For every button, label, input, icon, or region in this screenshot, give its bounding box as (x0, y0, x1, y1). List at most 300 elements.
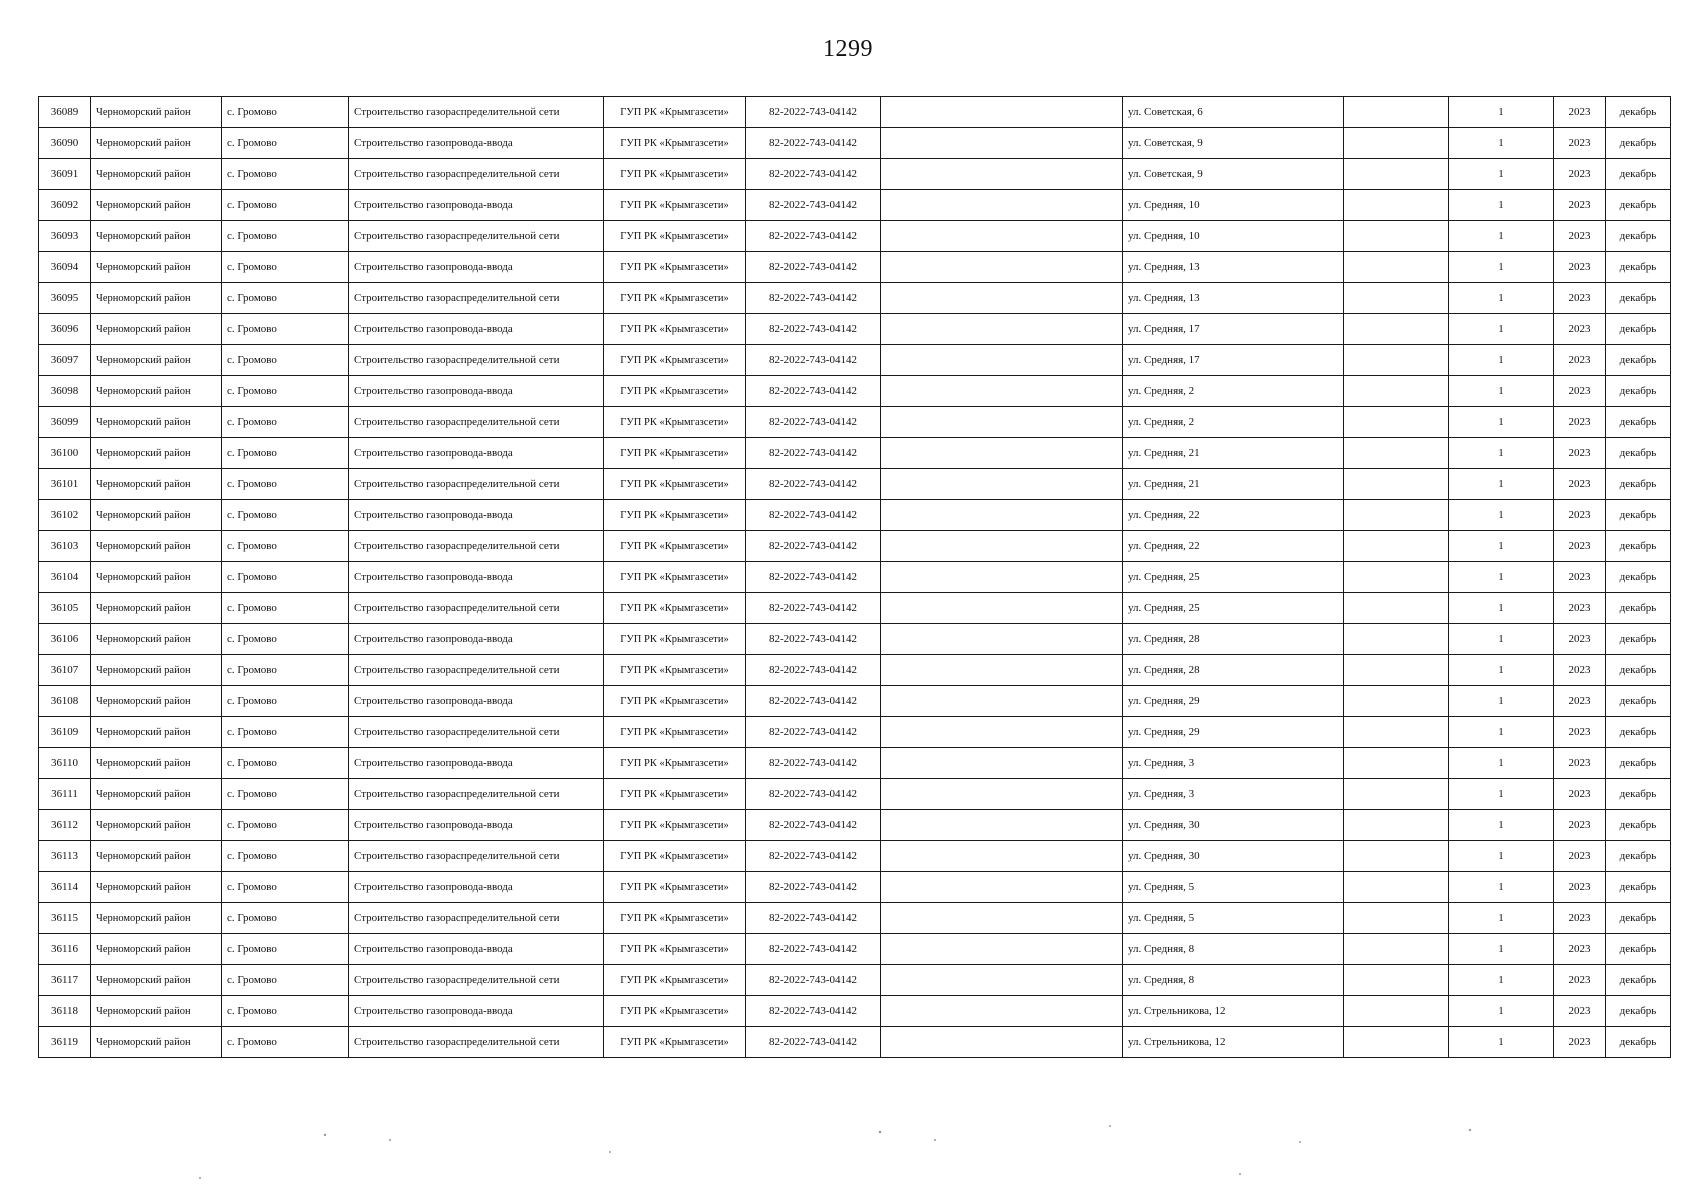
cell-locality: с. Громово (222, 438, 349, 469)
cell-organization: ГУП РК «Крымгазсети» (604, 593, 746, 624)
cell-address: ул. Стрельникова, 12 (1123, 996, 1344, 1027)
cell-empty (881, 376, 1123, 407)
cell-locality: с. Громово (222, 624, 349, 655)
cell-district: Черноморский район (91, 748, 222, 779)
cell-month: декабрь (1606, 593, 1671, 624)
cell-quantity: 1 (1449, 190, 1554, 221)
cell-work-type: Строительство газопровода-ввода (349, 252, 604, 283)
cell-empty (1344, 128, 1449, 159)
cell-quantity: 1 (1449, 562, 1554, 593)
cell-empty (881, 221, 1123, 252)
cell-registry-number: 82-2022-743-04142 (746, 376, 881, 407)
cell-district: Черноморский район (91, 407, 222, 438)
page-number: 1299 (823, 36, 873, 62)
cell-quantity: 1 (1449, 810, 1554, 841)
cell-registry-number: 82-2022-743-04142 (746, 717, 881, 748)
cell-organization: ГУП РК «Крымгазсети» (604, 996, 746, 1027)
cell-organization: ГУП РК «Крымгазсети» (604, 779, 746, 810)
cell-id: 36116 (39, 934, 91, 965)
cell-empty (1344, 376, 1449, 407)
cell-organization: ГУП РК «Крымгазсети» (604, 97, 746, 128)
cell-district: Черноморский район (91, 655, 222, 686)
cell-district: Черноморский район (91, 872, 222, 903)
cell-organization: ГУП РК «Крымгазсети» (604, 438, 746, 469)
cell-id: 36117 (39, 965, 91, 996)
cell-empty (881, 438, 1123, 469)
cell-id: 36094 (39, 252, 91, 283)
table-row (39, 531, 1671, 562)
cell-quantity: 1 (1449, 159, 1554, 190)
cell-id: 36100 (39, 438, 91, 469)
cell-district: Черноморский район (91, 283, 222, 314)
cell-district: Черноморский район (91, 128, 222, 159)
cell-year: 2023 (1554, 469, 1606, 500)
cell-empty (1344, 469, 1449, 500)
cell-organization: ГУП РК «Крымгазсети» (604, 624, 746, 655)
cell-work-type: Строительство газораспределительной сети (349, 1027, 604, 1058)
cell-id: 36097 (39, 345, 91, 376)
table-row (39, 965, 1671, 996)
cell-registry-number: 82-2022-743-04142 (746, 283, 881, 314)
table-row (39, 283, 1671, 314)
cell-empty (1344, 841, 1449, 872)
cell-empty (1344, 283, 1449, 314)
cell-work-type: Строительство газораспределительной сети (349, 531, 604, 562)
table-row (39, 345, 1671, 376)
cell-empty (881, 500, 1123, 531)
cell-address: ул. Средняя, 3 (1123, 779, 1344, 810)
cell-district: Черноморский район (91, 500, 222, 531)
cell-empty (1344, 810, 1449, 841)
cell-month: декабрь (1606, 841, 1671, 872)
cell-month: декабрь (1606, 252, 1671, 283)
cell-empty (1344, 531, 1449, 562)
cell-locality: с. Громово (222, 1027, 349, 1058)
cell-district: Черноморский район (91, 438, 222, 469)
table-row (39, 376, 1671, 407)
table-row (39, 717, 1671, 748)
cell-empty (881, 314, 1123, 345)
cell-year: 2023 (1554, 407, 1606, 438)
cell-district: Черноморский район (91, 841, 222, 872)
cell-quantity: 1 (1449, 624, 1554, 655)
cell-id: 36095 (39, 283, 91, 314)
cell-registry-number: 82-2022-743-04142 (746, 748, 881, 779)
cell-address: ул. Средняя, 29 (1123, 686, 1344, 717)
cell-address: ул. Средняя, 5 (1123, 872, 1344, 903)
cell-empty (1344, 872, 1449, 903)
cell-locality: с. Громово (222, 903, 349, 934)
cell-organization: ГУП РК «Крымгазсети» (604, 500, 746, 531)
cell-locality: с. Громово (222, 159, 349, 190)
cell-empty (881, 965, 1123, 996)
cell-id: 36093 (39, 221, 91, 252)
cell-work-type: Строительство газораспределительной сети (349, 841, 604, 872)
cell-year: 2023 (1554, 624, 1606, 655)
cell-empty (881, 531, 1123, 562)
cell-month: декабрь (1606, 686, 1671, 717)
cell-address: ул. Средняя, 17 (1123, 314, 1344, 345)
cell-quantity: 1 (1449, 717, 1554, 748)
cell-organization: ГУП РК «Крымгазсети» (604, 376, 746, 407)
cell-year: 2023 (1554, 965, 1606, 996)
cell-empty (1344, 996, 1449, 1027)
table-row (39, 469, 1671, 500)
cell-address: ул. Средняя, 10 (1123, 221, 1344, 252)
cell-registry-number: 82-2022-743-04142 (746, 810, 881, 841)
cell-organization: ГУП РК «Крымгазсети» (604, 252, 746, 283)
cell-registry-number: 82-2022-743-04142 (746, 624, 881, 655)
cell-year: 2023 (1554, 314, 1606, 345)
table-row (39, 748, 1671, 779)
cell-organization: ГУП РК «Крымгазсети» (604, 841, 746, 872)
cell-registry-number: 82-2022-743-04142 (746, 531, 881, 562)
cell-empty (881, 469, 1123, 500)
cell-organization: ГУП РК «Крымгазсети» (604, 965, 746, 996)
cell-district: Черноморский район (91, 252, 222, 283)
cell-district: Черноморский район (91, 345, 222, 376)
cell-address: ул. Средняя, 25 (1123, 562, 1344, 593)
cell-district: Черноморский район (91, 376, 222, 407)
table-row (39, 500, 1671, 531)
cell-empty (881, 624, 1123, 655)
cell-empty (881, 159, 1123, 190)
cell-empty (881, 252, 1123, 283)
cell-quantity: 1 (1449, 686, 1554, 717)
cell-work-type: Строительство газопровода-ввода (349, 624, 604, 655)
cell-locality: с. Громово (222, 469, 349, 500)
cell-registry-number: 82-2022-743-04142 (746, 872, 881, 903)
cell-empty (1344, 97, 1449, 128)
cell-locality: с. Громово (222, 841, 349, 872)
cell-year: 2023 (1554, 686, 1606, 717)
cell-month: декабрь (1606, 1027, 1671, 1058)
cell-empty (1344, 717, 1449, 748)
register-body (39, 97, 1671, 1058)
cell-empty (1344, 159, 1449, 190)
cell-registry-number: 82-2022-743-04142 (746, 1027, 881, 1058)
cell-district: Черноморский район (91, 190, 222, 221)
cell-registry-number: 82-2022-743-04142 (746, 438, 881, 469)
cell-month: декабрь (1606, 500, 1671, 531)
cell-district: Черноморский район (91, 965, 222, 996)
cell-month: декабрь (1606, 965, 1671, 996)
cell-id: 36108 (39, 686, 91, 717)
cell-address: ул. Стрельникова, 12 (1123, 1027, 1344, 1058)
cell-quantity: 1 (1449, 779, 1554, 810)
cell-work-type: Строительство газораспределительной сети (349, 903, 604, 934)
cell-empty (881, 934, 1123, 965)
cell-quantity: 1 (1449, 531, 1554, 562)
cell-registry-number: 82-2022-743-04142 (746, 562, 881, 593)
cell-district: Черноморский район (91, 469, 222, 500)
cell-district: Черноморский район (91, 934, 222, 965)
cell-district: Черноморский район (91, 624, 222, 655)
cell-empty (881, 810, 1123, 841)
scan-specks (0, 1080, 1696, 1180)
cell-organization: ГУП РК «Крымгазсети» (604, 903, 746, 934)
cell-district: Черноморский район (91, 717, 222, 748)
cell-work-type: Строительство газораспределительной сети (349, 779, 604, 810)
cell-locality: с. Громово (222, 593, 349, 624)
cell-empty (1344, 407, 1449, 438)
cell-year: 2023 (1554, 1027, 1606, 1058)
cell-month: декабрь (1606, 624, 1671, 655)
cell-empty (881, 97, 1123, 128)
cell-locality: с. Громово (222, 531, 349, 562)
table-row (39, 221, 1671, 252)
cell-organization: ГУП РК «Крымгазсети» (604, 159, 746, 190)
cell-address: ул. Средняя, 30 (1123, 810, 1344, 841)
cell-work-type: Строительство газораспределительной сети (349, 655, 604, 686)
cell-id: 36098 (39, 376, 91, 407)
table-row (39, 159, 1671, 190)
cell-year: 2023 (1554, 345, 1606, 376)
cell-district: Черноморский район (91, 593, 222, 624)
cell-year: 2023 (1554, 810, 1606, 841)
table-row (39, 1027, 1671, 1058)
cell-quantity: 1 (1449, 934, 1554, 965)
cell-district: Черноморский район (91, 779, 222, 810)
cell-district: Черноморский район (91, 159, 222, 190)
cell-quantity: 1 (1449, 996, 1554, 1027)
cell-organization: ГУП РК «Крымгазсети» (604, 934, 746, 965)
cell-empty (1344, 965, 1449, 996)
cell-id: 36105 (39, 593, 91, 624)
cell-address: ул. Средняя, 13 (1123, 283, 1344, 314)
cell-id: 36115 (39, 903, 91, 934)
cell-address: ул. Средняя, 5 (1123, 903, 1344, 934)
cell-year: 2023 (1554, 996, 1606, 1027)
cell-address: ул. Средняя, 25 (1123, 593, 1344, 624)
cell-quantity: 1 (1449, 252, 1554, 283)
cell-quantity: 1 (1449, 469, 1554, 500)
cell-work-type: Строительство газораспределительной сети (349, 717, 604, 748)
cell-year: 2023 (1554, 159, 1606, 190)
table-row (39, 128, 1671, 159)
cell-id: 36118 (39, 996, 91, 1027)
cell-locality: с. Громово (222, 748, 349, 779)
cell-work-type: Строительство газопровода-ввода (349, 500, 604, 531)
cell-empty (881, 779, 1123, 810)
cell-year: 2023 (1554, 934, 1606, 965)
table-row (39, 624, 1671, 655)
cell-month: декабрь (1606, 407, 1671, 438)
cell-locality: с. Громово (222, 345, 349, 376)
cell-empty (881, 407, 1123, 438)
cell-work-type: Строительство газораспределительной сети (349, 345, 604, 376)
cell-id: 36112 (39, 810, 91, 841)
cell-year: 2023 (1554, 376, 1606, 407)
cell-registry-number: 82-2022-743-04142 (746, 407, 881, 438)
cell-year: 2023 (1554, 593, 1606, 624)
table-row (39, 190, 1671, 221)
cell-address: ул. Средняя, 30 (1123, 841, 1344, 872)
cell-month: декабрь (1606, 810, 1671, 841)
cell-address: ул. Советская, 9 (1123, 128, 1344, 159)
cell-quantity: 1 (1449, 655, 1554, 686)
cell-work-type: Строительство газопровода-ввода (349, 562, 604, 593)
cell-month: декабрь (1606, 717, 1671, 748)
cell-year: 2023 (1554, 190, 1606, 221)
table-row (39, 779, 1671, 810)
cell-id: 36103 (39, 531, 91, 562)
cell-organization: ГУП РК «Крымгазсети» (604, 717, 746, 748)
cell-id: 36113 (39, 841, 91, 872)
cell-month: декабрь (1606, 97, 1671, 128)
cell-district: Черноморский район (91, 1027, 222, 1058)
table-row (39, 934, 1671, 965)
cell-empty (1344, 314, 1449, 345)
cell-year: 2023 (1554, 128, 1606, 159)
cell-organization: ГУП РК «Крымгазсети» (604, 1027, 746, 1058)
cell-id: 36090 (39, 128, 91, 159)
cell-district: Черноморский район (91, 562, 222, 593)
cell-work-type: Строительство газопровода-ввода (349, 748, 604, 779)
cell-year: 2023 (1554, 748, 1606, 779)
table-row (39, 903, 1671, 934)
cell-locality: с. Громово (222, 810, 349, 841)
cell-address: ул. Средняя, 22 (1123, 500, 1344, 531)
cell-locality: с. Громово (222, 779, 349, 810)
cell-registry-number: 82-2022-743-04142 (746, 221, 881, 252)
cell-quantity: 1 (1449, 1027, 1554, 1058)
cell-id: 36102 (39, 500, 91, 531)
cell-organization: ГУП РК «Крымгазсети» (604, 128, 746, 159)
cell-id: 36101 (39, 469, 91, 500)
cell-month: декабрь (1606, 469, 1671, 500)
cell-organization: ГУП РК «Крымгазсети» (604, 748, 746, 779)
cell-registry-number: 82-2022-743-04142 (746, 965, 881, 996)
cell-locality: с. Громово (222, 407, 349, 438)
cell-empty (1344, 624, 1449, 655)
cell-empty (1344, 593, 1449, 624)
table-row (39, 407, 1671, 438)
cell-id: 36106 (39, 624, 91, 655)
cell-year: 2023 (1554, 841, 1606, 872)
cell-registry-number: 82-2022-743-04142 (746, 996, 881, 1027)
cell-id: 36099 (39, 407, 91, 438)
cell-year: 2023 (1554, 531, 1606, 562)
cell-month: декабрь (1606, 314, 1671, 345)
cell-locality: с. Громово (222, 283, 349, 314)
table-row (39, 252, 1671, 283)
table-row (39, 314, 1671, 345)
cell-locality: с. Громово (222, 562, 349, 593)
cell-empty (881, 841, 1123, 872)
cell-quantity: 1 (1449, 283, 1554, 314)
cell-id: 36111 (39, 779, 91, 810)
cell-empty (1344, 438, 1449, 469)
cell-registry-number: 82-2022-743-04142 (746, 252, 881, 283)
cell-locality: с. Громово (222, 314, 349, 345)
cell-quantity: 1 (1449, 314, 1554, 345)
cell-quantity: 1 (1449, 376, 1554, 407)
cell-id: 36119 (39, 1027, 91, 1058)
cell-month: декабрь (1606, 872, 1671, 903)
cell-month: декабрь (1606, 376, 1671, 407)
cell-organization: ГУП РК «Крымгазсети» (604, 190, 746, 221)
cell-month: декабрь (1606, 159, 1671, 190)
cell-empty (1344, 1027, 1449, 1058)
cell-empty (881, 345, 1123, 376)
cell-month: декабрь (1606, 748, 1671, 779)
cell-empty (1344, 655, 1449, 686)
cell-empty (881, 1027, 1123, 1058)
cell-quantity: 1 (1449, 345, 1554, 376)
cell-empty (1344, 686, 1449, 717)
cell-organization: ГУП РК «Крымгазсети» (604, 345, 746, 376)
cell-empty (881, 686, 1123, 717)
cell-registry-number: 82-2022-743-04142 (746, 655, 881, 686)
cell-id: 36091 (39, 159, 91, 190)
cell-district: Черноморский район (91, 531, 222, 562)
cell-month: декабрь (1606, 779, 1671, 810)
cell-district: Черноморский район (91, 221, 222, 252)
cell-address: ул. Средняя, 2 (1123, 376, 1344, 407)
cell-empty (1344, 934, 1449, 965)
cell-district: Черноморский район (91, 996, 222, 1027)
cell-year: 2023 (1554, 221, 1606, 252)
cell-work-type: Строительство газопровода-ввода (349, 128, 604, 159)
cell-work-type: Строительство газораспределительной сети (349, 469, 604, 500)
cell-locality: с. Громово (222, 221, 349, 252)
cell-quantity: 1 (1449, 748, 1554, 779)
cell-empty (881, 872, 1123, 903)
cell-registry-number: 82-2022-743-04142 (746, 686, 881, 717)
cell-work-type: Строительство газопровода-ввода (349, 376, 604, 407)
cell-year: 2023 (1554, 500, 1606, 531)
cell-district: Черноморский район (91, 314, 222, 345)
cell-year: 2023 (1554, 655, 1606, 686)
cell-locality: с. Громово (222, 97, 349, 128)
cell-empty (1344, 748, 1449, 779)
cell-organization: ГУП РК «Крымгазсети» (604, 872, 746, 903)
cell-month: декабрь (1606, 128, 1671, 159)
cell-district: Черноморский район (91, 97, 222, 128)
cell-locality: с. Громово (222, 190, 349, 221)
cell-id: 36109 (39, 717, 91, 748)
cell-id: 36104 (39, 562, 91, 593)
cell-empty (881, 748, 1123, 779)
cell-registry-number: 82-2022-743-04142 (746, 159, 881, 190)
cell-month: декабрь (1606, 934, 1671, 965)
cell-month: декабрь (1606, 562, 1671, 593)
cell-address: ул. Средняя, 8 (1123, 934, 1344, 965)
cell-locality: с. Громово (222, 252, 349, 283)
table-row (39, 655, 1671, 686)
cell-month: декабрь (1606, 190, 1671, 221)
cell-quantity: 1 (1449, 500, 1554, 531)
cell-registry-number: 82-2022-743-04142 (746, 934, 881, 965)
table-row (39, 438, 1671, 469)
cell-registry-number: 82-2022-743-04142 (746, 190, 881, 221)
cell-empty (881, 655, 1123, 686)
cell-id: 36114 (39, 872, 91, 903)
cell-empty (1344, 779, 1449, 810)
cell-registry-number: 82-2022-743-04142 (746, 97, 881, 128)
cell-month: декабрь (1606, 655, 1671, 686)
cell-empty (1344, 903, 1449, 934)
cell-district: Черноморский район (91, 686, 222, 717)
cell-quantity: 1 (1449, 872, 1554, 903)
cell-quantity: 1 (1449, 128, 1554, 159)
cell-quantity: 1 (1449, 841, 1554, 872)
cell-id: 36089 (39, 97, 91, 128)
cell-locality: с. Громово (222, 717, 349, 748)
cell-locality: с. Громово (222, 872, 349, 903)
cell-empty (881, 190, 1123, 221)
